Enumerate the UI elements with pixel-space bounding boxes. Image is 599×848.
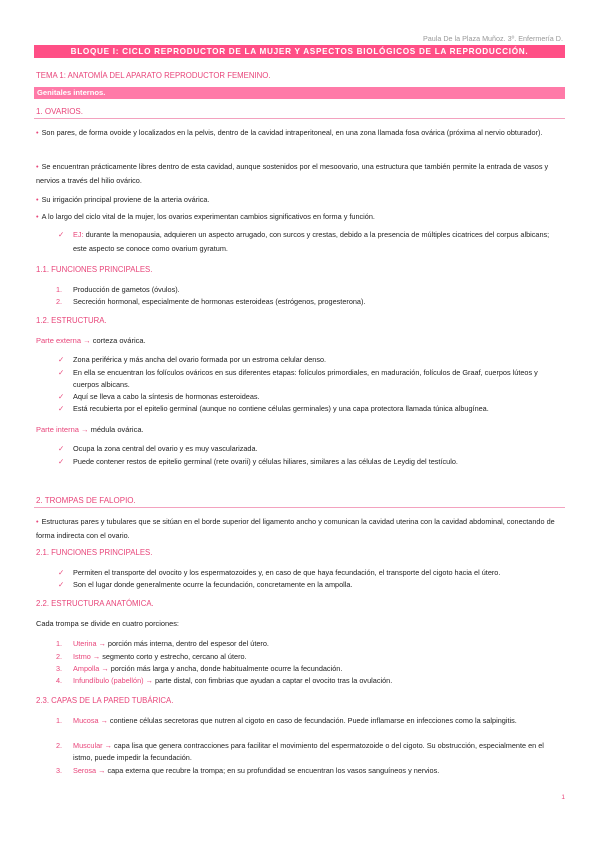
list-item: ✓ Son el lugar donde generalmente ocurre la fecundación, concretamente en la ampolla. (58, 580, 353, 589)
section-divider (34, 507, 565, 508)
arrow-right-icon: → (104, 741, 112, 750)
author-header: Paula De la Plaza Muñoz. 3º. Enfermería D. (422, 34, 563, 43)
parte-interna-label: Parte interna → médula ovárica. (36, 425, 144, 434)
list-item: 2. Istmo → segmento corto y estrecho, cercano al útero. (56, 652, 247, 661)
section-title-trompas: 2. TROMPAS DE FALOPIO. (36, 496, 136, 505)
list-item: ✓ Zona periférica y más ancha del ovario formada por un estroma celular denso. (58, 355, 327, 364)
subsection-title-estructura: 1.2. ESTRUCTURA. (36, 316, 107, 325)
block-banner: BLOQUE I: CICLO REPRODUCTOR DE LA MUJER Y ASPECTOS BIOLÓGICOS DE LA REPRODUCCIÓN. (34, 45, 565, 58)
list-item: 1. Mucosa → contiene células secretoras que nutren al cigoto en caso de fecundación. Puede inflamarse en infecciones como la salpingitis. (56, 716, 517, 725)
paragraph-ovarios-4: • A lo largo del ciclo vital de la mujer, los ovarios experimentan cambios significativos en forma y función. (36, 212, 375, 221)
check-icon: ✓ (58, 444, 65, 453)
list-item: ✓ Está recubierta por el epitelio germinal (aunque no contiene células germinales) y una capa protectora llamada túnica albugínea. (58, 404, 489, 413)
list-item: 3. Serosa → capa externa que recubre la trompa; en su profundidad se encuentran los vasos sanguíneos y nervios. (56, 766, 440, 775)
paragraph-trompas-1: • Estructuras pares y tubulares que se sitúan en el borde superior del ligamento ancho y comunican la cavidad uterina con la cavidad abdominal, conectando de forma indirecta con el ovario. (36, 517, 555, 540)
list-item: ✓ Ocupa la zona central del ovario y es muy vascularizada. (58, 444, 258, 453)
anatomica-lead: Cada trompa se divide en cuatro porciones: (36, 619, 179, 628)
section-divider (34, 118, 565, 119)
subsection-title-anatomica: 2.2. ESTRUCTURA ANATÓMICA. (36, 599, 154, 608)
bullet-icon: • (36, 128, 39, 137)
list-item: 2. Muscular → capa lisa que genera contracciones para facilitar el movimiento del espermatozoide o del cigoto. Su obstrucción, especialmente en el istmo, puede impedir la fecundación. (56, 741, 544, 762)
bullet-icon: • (36, 162, 39, 171)
check-icon: ✓ (58, 368, 65, 377)
list-item: ✓ Puede contener restos de epitelio germinal (rete ovarii) y células hiliares, similares a las células de Leydig del testículo. (58, 457, 458, 466)
arrow-right-icon: → (100, 716, 108, 725)
arrow-right-icon: → (98, 639, 106, 648)
list-item: 3. Ampolla → porción más larga y ancha, donde habitualmente ocurre la fecundación. (56, 664, 343, 673)
list-item: ✓ Permiten el transporte del ovocito y los espermatozoides y, en caso de que haya fecundación, el transporte del cigoto hacia el útero. (58, 568, 501, 577)
check-icon: ✓ (58, 230, 65, 239)
arrow-right-icon: → (92, 652, 101, 661)
arrow-right-icon: → (83, 336, 91, 345)
arrow-right-icon: → (145, 676, 153, 685)
section-banner: Genitales internos. (34, 87, 565, 99)
list-item: ✓ Aquí se lleva a cabo la síntesis de hormonas esteroideas. (58, 392, 260, 401)
list-item: 1. Uterina → porción más interna, dentro del espesor del útero. (56, 639, 269, 648)
arrow-right-icon: → (101, 664, 109, 673)
check-icon: ✓ (58, 568, 65, 577)
page-number: 1 (561, 794, 565, 801)
parte-externa-label: Parte externa → corteza ovárica. (36, 336, 146, 345)
paragraph-ovarios-1: • Son pares, de forma ovoide y localizados en la pelvis, dentro de la cavidad intraperitoneal, en una zona llamada fosa ovárica (próxima al nervio obturador). (36, 128, 543, 137)
example-item: ✓ EJ: durante la menopausia, adquieren un aspecto arrugado, con surcos y crestas, debido a la presencia de múltiples cicatrices del corpus albicans; este aspecto se conoce como ovarium gyratum. (58, 230, 550, 253)
list-item: 4. Infundíbulo (pabellón) → parte distal, con fimbrias que ayudan a captar el ovocito tras la ovulación. (56, 676, 393, 685)
subsection-title-funciones-trompas: 2.1. FUNCIONES PRINCIPALES. (36, 548, 153, 557)
bullet-icon: • (36, 195, 39, 204)
topic-title: TEMA 1: ANATOMÍA DEL APARATO REPRODUCTOR FEMENINO. (36, 71, 271, 80)
check-icon: ✓ (58, 404, 65, 413)
subsection-title-capas: 2.3. CAPAS DE LA PARED TUBÁRICA. (36, 696, 174, 705)
example-label: EJ: (73, 230, 84, 239)
check-icon: ✓ (58, 457, 65, 466)
arrow-right-icon: → (98, 766, 106, 775)
bullet-icon: • (36, 517, 39, 526)
list-item: 1. Producción de gametos (óvulos). (56, 285, 180, 294)
subsection-title-funciones: 1.1. FUNCIONES PRINCIPALES. (36, 265, 153, 274)
check-icon: ✓ (58, 580, 65, 589)
list-item: ✓ En ella se encuentran los folículos ováricos en sus diferentes etapas: folículos primordiales, en maduración, folículos de Graaf, cuerpos lúteos y cuerpos albicans. (58, 368, 538, 389)
check-icon: ✓ (58, 392, 65, 401)
section-title-ovarios: 1. OVARIOS. (36, 107, 83, 116)
list-item: 2. Secreción hormonal, especialmente de hormonas esteroideas (estrógenos, progesterona). (56, 297, 366, 306)
paragraph-ovarios-2: • Se encuentran prácticamente libres dentro de esta cavidad, aunque sostenidos por el mesoovario, una estructura que también permite la entrada de vasos y nervios a través del hilio ovárico. (36, 162, 549, 185)
check-icon: ✓ (58, 355, 65, 364)
arrow-right-icon: → (81, 425, 89, 434)
bullet-icon: • (36, 212, 39, 221)
paragraph-ovarios-3: • Su irrigación principal proviene de la arteria ovárica. (36, 195, 210, 204)
